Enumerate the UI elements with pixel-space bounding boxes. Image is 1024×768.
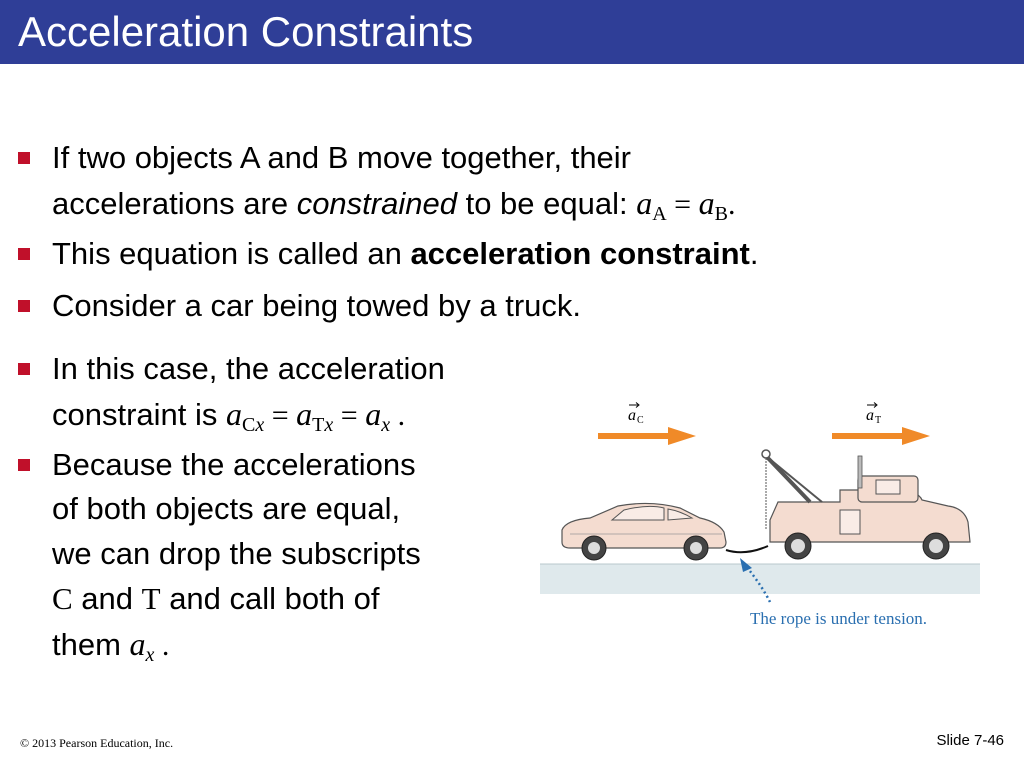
math-equals: = [666,188,699,221]
math-equals: = [333,399,366,432]
math-sub-a: A [652,203,667,225]
tow-truck-figure [540,390,980,640]
tow-truck [762,450,970,559]
bullet-2-bold: acceleration constraint [410,236,750,271]
math-var-a: a [636,185,653,221]
bullet-marker [18,459,30,471]
bullet-5-and: and [72,581,142,616]
math-sub-x: x [324,414,334,436]
bullet-4-text: constraint is [52,397,227,432]
math-sub-x: x [145,644,155,666]
bullet-5-line-5 [52,625,169,674]
bullet-5-line-1: Because the accelerations [52,447,416,482]
tow-rope [726,546,768,552]
bullet-5-line-4 [52,580,379,618]
bullet-1-text-post: to be equal: [456,186,637,221]
math-sub-c: C [242,414,256,436]
math-equals: = [264,399,297,432]
symbol-c: C [52,581,73,616]
bullet-4-line-2 [52,395,405,444]
bullet-2-text: This equation is called an [52,236,411,271]
svg-text:T: T [875,415,882,426]
ground [540,564,980,594]
math-period: . [727,188,736,221]
svg-text:a: a [866,407,874,424]
car-acceleration-label [628,403,644,427]
bullet-marker [18,300,30,312]
car [562,503,726,560]
car-acceleration-arrow [598,427,696,445]
svg-text:a: a [628,407,636,424]
math-var-b: a [698,185,715,221]
title-bar [0,0,1024,64]
bullet-1-text: accelerations are [52,186,297,221]
bullet-1-emphasis: constrained [296,186,457,221]
math-sub-x: x [255,414,265,436]
slide-title: Acceleration Constraints [18,8,474,55]
bullet-5-them: them [52,627,130,662]
bullet-3: Consider a car being towed by a truck. [52,288,581,323]
math-period: . [154,629,170,662]
bullet-marker [18,363,30,375]
copyright: © 2013 Pearson Education, Inc. [20,736,174,750]
bullet-marker [18,152,30,164]
math-period: . [390,399,406,432]
bullet-5-line-2: of both objects are equal, [52,491,401,526]
slide-number: Slide 7-46 [936,732,1004,749]
math-var-a: a [296,396,313,432]
math-var-a: a [365,396,382,432]
bullet-1-line-1: If two objects A and B move together, their [52,140,632,175]
math-sub-t: T [312,414,325,436]
bullet-5-line-3: we can drop the subscripts [52,536,421,571]
bullet-1-line-2 [52,184,735,233]
math-sub-x: x [381,414,391,436]
bullet-4-line-1: In this case, the acceleration [52,351,445,386]
bullet-2-end: . [749,236,759,271]
truck-acceleration-arrow [832,427,930,445]
bullet-5-text: and call both of [160,581,380,616]
svg-text:C: C [637,415,644,426]
rope-caption: The rope is under tension. [750,609,928,628]
math-sub-b: B [714,203,728,225]
bullet-marker [18,248,30,260]
symbol-t: T [141,581,161,616]
truck-acceleration-label [866,403,881,427]
math-var-a: a [226,396,243,432]
bullet-2 [52,235,758,273]
math-var-a: a [129,626,146,662]
